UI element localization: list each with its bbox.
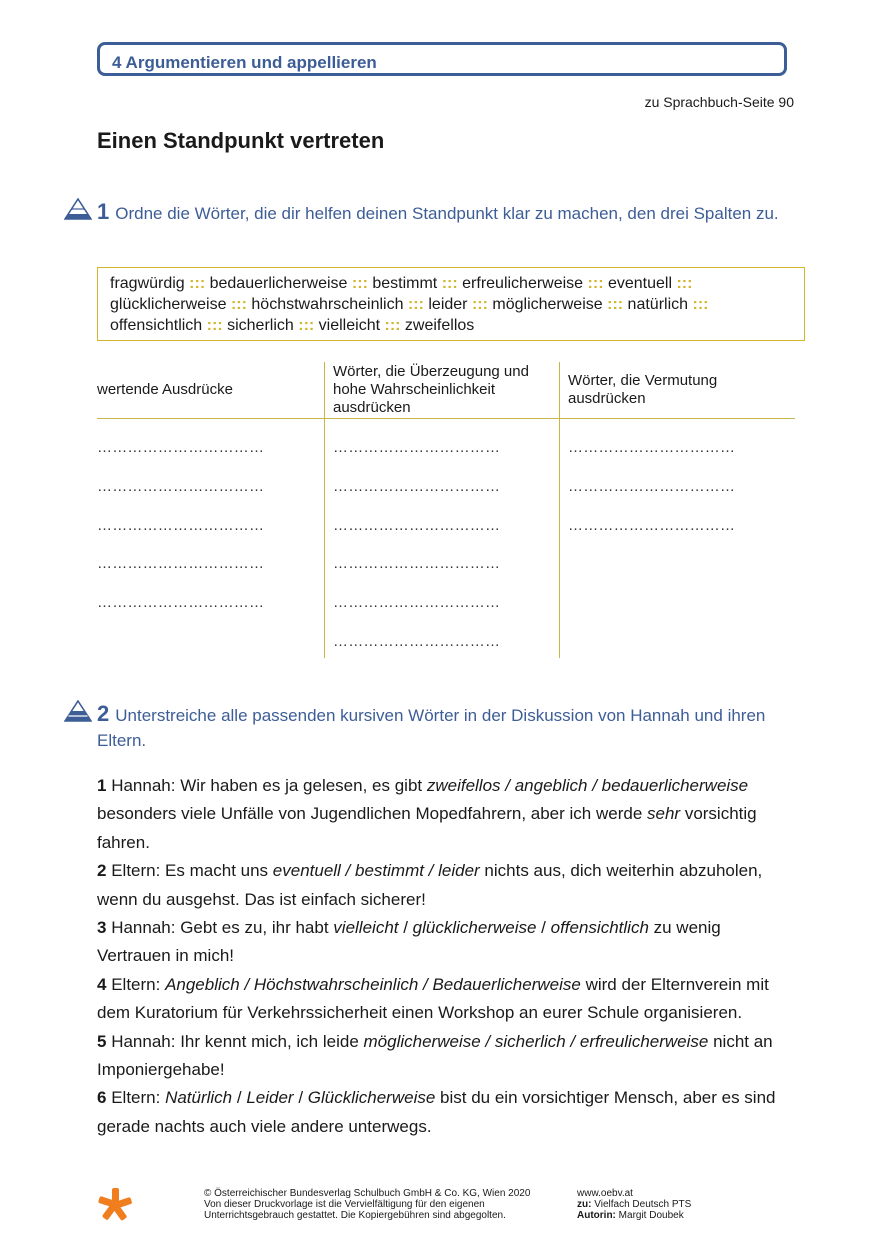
word-bank [97, 267, 805, 341]
dialog-line-number: 1 [97, 776, 107, 795]
answer-blank-line[interactable]: …………………………… [333, 439, 501, 456]
dialog-text: Eltern: Es macht uns [111, 861, 273, 881]
dialog-line [97, 772, 797, 857]
word-bank-item: fragwürdig [110, 275, 185, 292]
dialog-line [97, 1028, 797, 1085]
italic-choice: zweifellos / angeblich / bedauerlicherweise [426, 776, 749, 795]
task-2-instruction [97, 701, 797, 753]
word-separator: ::: [206, 317, 228, 334]
oebv-logo-icon [97, 1187, 133, 1225]
italic-choice: eventuell / bestimmt / leider [272, 861, 480, 881]
answer-blank-line[interactable]: …………………………… [568, 439, 736, 456]
column-divider [324, 362, 325, 658]
word-separator: ::: [298, 317, 319, 334]
answer-blank-line[interactable]: …………………………… [97, 555, 265, 573]
dialog-text: Eltern: [111, 1088, 166, 1108]
copyright-notice: © Österreichischer Bundesverlag Schulbuch GmbH & Co. KG, Wien 2020 Von dieser Druckvorlage ist die Vervielfältigung für den eigenen Unterrichtsgebrauch gestattet. Die Kopiergebühren sind abgegolten. [204, 1188, 531, 1221]
dialog-text: wird der Elternverein mit dem Kuratorium für Verkehrssicherheit einen Workshop an eurer Schule organisieren. [97, 974, 769, 1023]
dialog-text: Hannah: Wir haben es ja gelesen, es gibt [111, 776, 427, 795]
answer-blank-line[interactable]: …………………………… [333, 516, 501, 534]
word-separator: ::: [351, 275, 373, 292]
dialog-line-number: 4 [97, 974, 107, 994]
task-1-instruction [97, 199, 797, 226]
italic-choice: vielleicht [333, 918, 399, 938]
dialog-text: zu wenig Vertrauen in mich! [97, 918, 721, 966]
italic-choice: möglicherweise / sicherlich / erfreulicherweise [363, 1031, 709, 1051]
word-bank-item: vielleicht [318, 317, 381, 334]
word-separator: ::: [692, 296, 709, 313]
publisher-info: www.oebv.at zu: Vielfach Deutsch PTS Autorin: Margit Doubek [577, 1188, 797, 1221]
dialog-line [97, 971, 797, 1028]
word-bank-item: bedauerlicherweise [209, 275, 348, 292]
task-number: 2 [97, 701, 110, 726]
dialog-text: / [398, 918, 413, 938]
answer-blank-line[interactable]: …………………………… [333, 477, 501, 495]
dialog-text: Eltern: [111, 974, 166, 994]
italic-choice: Glücklicherweise [307, 1088, 436, 1108]
task-number: 1 [97, 199, 110, 224]
answer-blank-line[interactable]: …………………………… [333, 555, 501, 573]
dialog-line [97, 914, 797, 971]
task-text: Ordne die Wörter, die dir helfen deinen Standpunkt klar zu machen, den drei Spalten zu. [115, 204, 779, 223]
dialog-text: besonders viele Unfälle von Jugendlichen Mopedfahrern, aber ich werde [97, 804, 648, 824]
page-reference: zu Sprachbuch-Seite 90 [644, 94, 794, 110]
word-separator: ::: [471, 296, 493, 313]
word-bank-item: natürlich [627, 296, 689, 313]
dialog-line-number: 3 [97, 918, 107, 938]
dialog-text: vorsichtig fahren. [97, 804, 757, 852]
dialog-text: / [232, 1088, 247, 1108]
dialog-text: / [293, 1088, 308, 1108]
dialog-line [97, 1084, 797, 1141]
word-separator: ::: [230, 296, 252, 313]
italic-choice: sehr [647, 804, 681, 824]
word-separator: ::: [189, 275, 210, 292]
dialog-text: nichts aus, dich weiterhin abzuholen, wenn du ausgehst. Das ist einfach sicherer! [97, 861, 763, 909]
dialog-line [97, 857, 797, 914]
task-text: Unterstreiche alle passenden kursiven Wörter in der Diskussion von Hannah und ihren Eltern. [97, 706, 766, 750]
dialog-line-number: 5 [97, 1031, 107, 1051]
page-title: Einen Standpunkt vertreten [97, 128, 385, 153]
dialog-text: Hannah: Ihr kennt mich, ich leide [111, 1031, 364, 1051]
answer-blank-line[interactable]: …………………………… [97, 594, 265, 612]
difficulty-pyramid-icon [64, 198, 92, 220]
dialog-line-number: 2 [97, 861, 107, 881]
word-separator: ::: [676, 275, 693, 292]
italic-choice: offensichtlich [550, 918, 649, 938]
answer-blank-line[interactable]: …………………………… [333, 594, 501, 612]
difficulty-pyramid-icon [64, 700, 92, 722]
chapter-header [97, 42, 787, 76]
word-bank-item: leider [428, 296, 468, 313]
word-bank-item: sicherlich [227, 317, 294, 334]
dialog-line-number: 6 [97, 1088, 107, 1108]
word-bank-item: erfreulicherweise [462, 275, 584, 292]
answer-blank-line[interactable]: …………………………… [568, 516, 736, 534]
column-header-conviction: Wörter, die Überzeugung und hohe Wahrscheinlichkeit ausdrücken [333, 363, 529, 416]
word-separator: ::: [407, 296, 429, 313]
word-bank-item: eventuell [607, 275, 673, 292]
word-separator: ::: [384, 317, 405, 334]
word-separator: ::: [587, 275, 608, 292]
column-header-evaluative: wertende Ausdrücke [97, 381, 233, 398]
italic-choice: Angeblich / Höchstwahrscheinlich / Bedauerlicherweise [165, 974, 581, 994]
answer-blank-line[interactable]: …………………………… [97, 477, 265, 495]
dialog-text: / [536, 918, 551, 938]
word-bank-item: zweifellos [404, 317, 475, 334]
italic-choice: Natürlich [165, 1088, 233, 1108]
column-header-assumption: Wörter, die Vermutung ausdrücken [568, 372, 718, 407]
word-bank-item: glücklicherweise [110, 296, 227, 313]
website-link[interactable]: www.oebv.at [577, 1188, 633, 1199]
answer-blank-line[interactable]: …………………………… [333, 633, 501, 650]
word-separator: ::: [607, 296, 628, 313]
word-separator: ::: [441, 275, 463, 292]
italic-choice: Leider [246, 1088, 294, 1108]
chapter-title: 4 Argumentieren und appellieren [112, 53, 377, 72]
table-divider [97, 418, 795, 419]
answer-blank-line[interactable]: …………………………… [97, 439, 265, 456]
word-bank-item: bestimmt [372, 275, 438, 292]
dialog-text: bist du ein vorsichtiger Mensch, aber es sind gerade nachts auch viele andere unterwegs. [97, 1088, 776, 1136]
dialog-text: nicht an Imponiergehabe! [97, 1031, 773, 1080]
word-bank-item: möglicherweise [492, 296, 603, 313]
word-bank-item: offensichtlich [110, 317, 203, 334]
word-bank-item: höchstwahrscheinlich [251, 296, 404, 313]
answer-blank-line[interactable]: …………………………… [568, 477, 736, 495]
dialog-text: Hannah: Gebt es zu, ihr habt [111, 918, 334, 938]
answer-blank-line[interactable]: …………………………… [97, 516, 265, 534]
italic-choice: glücklicherweise [412, 918, 537, 938]
dialog [97, 772, 797, 1141]
column-divider [559, 362, 560, 658]
